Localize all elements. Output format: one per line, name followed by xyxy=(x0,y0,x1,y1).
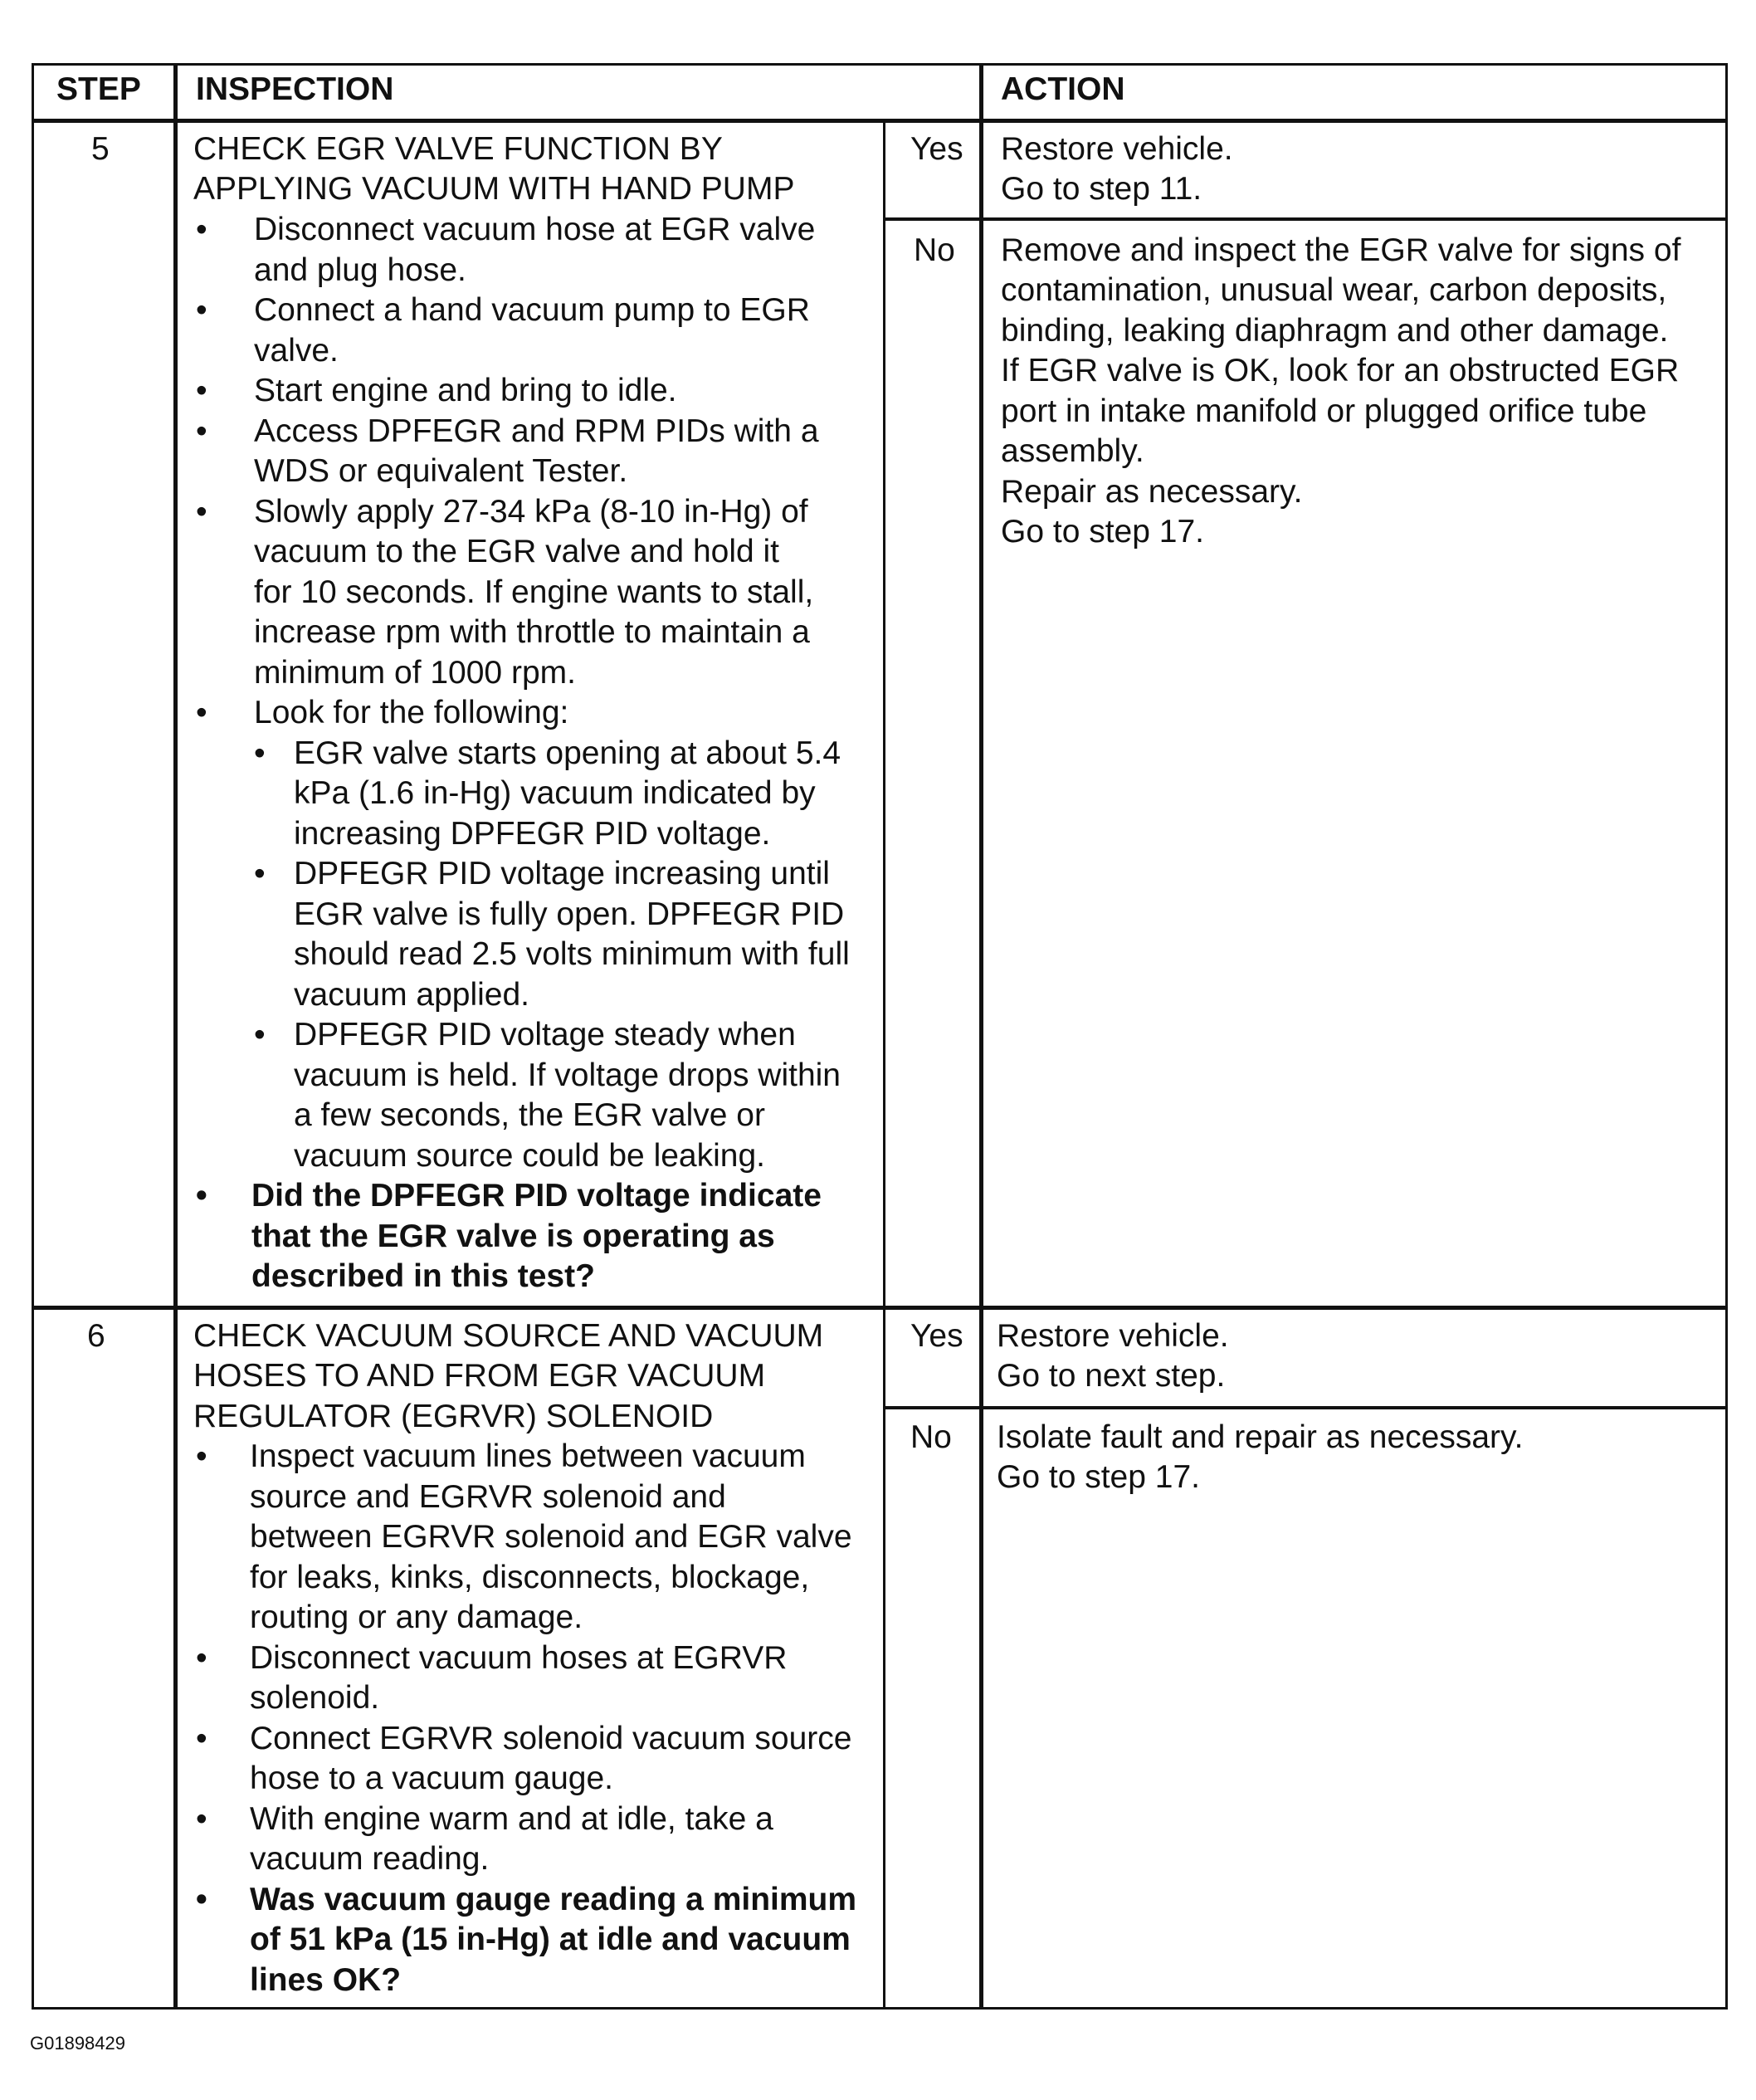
yes-action-line: Restore vehicle. xyxy=(997,1318,1229,1354)
header-divider xyxy=(32,119,1728,123)
bullet-line: routing or any damage. xyxy=(250,1599,583,1635)
bullet-line: Look for the following: xyxy=(254,695,569,730)
bullet-line: Connect a hand vacuum pump to EGR xyxy=(254,292,810,328)
yes-label-row6: Yes xyxy=(910,1318,963,1354)
inspection-title-line-2: HOSES TO AND FROM EGR VACUUM xyxy=(193,1358,766,1394)
bullet-dot: • xyxy=(196,1721,207,1756)
sub-bullet-line: vacuum is held. If voltage drops within xyxy=(294,1057,841,1093)
sub-bullet-line: DPFEGR PID voltage steady when xyxy=(294,1017,796,1052)
table-border-bottom xyxy=(32,2007,1728,2010)
no-action-line: Isolate fault and repair as necessary. xyxy=(997,1419,1524,1455)
bullet-dot: • xyxy=(196,1640,207,1676)
sub-bullet-line: kPa (1.6 in-Hg) vacuum indicated by xyxy=(294,775,816,811)
bullet-line: for leaks, kinks, disconnects, blockage, xyxy=(250,1560,810,1595)
no-action-line: assembly. xyxy=(1001,433,1144,469)
step-column-divider xyxy=(173,63,178,2010)
header-action: ACTION xyxy=(1001,71,1125,107)
sub-bullet-line: vacuum applied. xyxy=(294,977,530,1013)
header-step: STEP xyxy=(56,71,141,107)
yes-action-line: Go to step 11. xyxy=(1001,171,1202,207)
no-action-line: If EGR valve is OK, look for an obstructed EGR xyxy=(1001,353,1680,388)
question-line: Was vacuum gauge reading a minimum xyxy=(250,1882,857,1917)
bullet-line: vacuum reading. xyxy=(250,1841,490,1877)
bullet-line: Start engine and bring to idle. xyxy=(254,373,677,408)
bullet-line: Disconnect vacuum hoses at EGRVR xyxy=(250,1640,788,1676)
no-action-line: Repair as necessary. xyxy=(1001,474,1303,510)
no-action-line: Go to step 17. xyxy=(1001,514,1204,549)
bullet-dot: • xyxy=(196,292,207,328)
bullet-line: and plug hose. xyxy=(254,252,466,288)
sub-bullet-line: vacuum source could be leaking. xyxy=(294,1138,765,1174)
inspection-title-line-1: CHECK EGR VALVE FUNCTION BY xyxy=(193,131,723,167)
bullet-dot: • xyxy=(196,1882,207,1917)
bullet-line: valve. xyxy=(254,333,339,369)
yes-label-row5: Yes xyxy=(910,131,963,167)
bullet-dot: • xyxy=(196,1178,207,1214)
bullet-line: for 10 seconds. If engine wants to stall, xyxy=(254,574,814,610)
inspection-title-line-3: REGULATOR (EGRVR) SOLENOID xyxy=(193,1399,714,1434)
sub-bullet-line: EGR valve is fully open. DPFEGR PID xyxy=(294,896,845,932)
step-number-6: 6 xyxy=(87,1318,105,1354)
inspection-title-line-2: APPLYING VACUUM WITH HAND PUMP xyxy=(193,171,795,207)
bullet-line: solenoid. xyxy=(250,1680,380,1716)
bullet-dot: • xyxy=(196,212,207,247)
no-label-row6: No xyxy=(910,1419,952,1455)
yes-action-line: Go to next step. xyxy=(997,1358,1226,1394)
sub-bullet-line: increasing DPFEGR PID voltage. xyxy=(294,816,771,852)
question-line: that the EGR valve is operating as xyxy=(251,1218,775,1254)
table-border-top xyxy=(32,63,1728,66)
bullet-line: WDS or equivalent Tester. xyxy=(254,453,628,489)
bullet-dot: • xyxy=(196,373,207,408)
step-number-5: 5 xyxy=(91,131,110,167)
bullet-line: vacuum to the EGR valve and hold it xyxy=(254,534,780,569)
sub-bullet-dot: • xyxy=(254,1017,266,1052)
question-line: of 51 kPa (15 in-Hg) at idle and vacuum xyxy=(250,1922,851,1957)
yes-action-line: Restore vehicle. xyxy=(1001,131,1233,167)
bullet-line: Connect EGRVR solenoid vacuum source xyxy=(250,1721,852,1756)
table-border-left xyxy=(32,63,34,2010)
bullet-line: minimum of 1000 rpm. xyxy=(254,655,576,691)
no-label-row5: No xyxy=(914,232,955,268)
question-line: lines OK? xyxy=(250,1962,402,1998)
bullet-line: increase rpm with throttle to maintain a xyxy=(254,614,810,650)
bullet-dot: • xyxy=(196,695,207,730)
bullet-dot: • xyxy=(196,1801,207,1837)
bullet-line: Disconnect vacuum hose at EGR valve xyxy=(254,212,816,247)
sub-bullet-line: DPFEGR PID voltage increasing until xyxy=(294,856,830,891)
sub-bullet-line: EGR valve starts opening at about 5.4 xyxy=(294,735,841,771)
row-divider xyxy=(32,1306,1728,1310)
question-line: Did the DPFEGR PID voltage indicate xyxy=(251,1178,822,1214)
figure-id: G01898429 xyxy=(30,2033,125,2054)
sub-bullet-line: should read 2.5 volts minimum with full xyxy=(294,936,850,972)
sub-bullet-dot: • xyxy=(254,856,266,891)
yes-no-divider-row6 xyxy=(884,1406,1728,1409)
bullet-line: Slowly apply 27-34 kPa (8-10 in-Hg) of xyxy=(254,494,808,530)
bullet-line: Access DPFEGR and RPM PIDs with a xyxy=(254,413,819,449)
table-border-right xyxy=(1725,63,1728,2010)
bullet-line: With engine warm and at idle, take a xyxy=(250,1801,773,1837)
yesno-column-divider-row6 xyxy=(883,1308,885,2009)
no-action-line: binding, leaking diaphragm and other damage. xyxy=(1001,313,1669,349)
bullet-line: source and EGRVR solenoid and xyxy=(250,1479,726,1515)
yes-no-divider-row5 xyxy=(884,217,1728,221)
action-column-divider xyxy=(979,63,983,2010)
question-line: described in this test? xyxy=(251,1258,595,1294)
no-action-line: Go to step 17. xyxy=(997,1459,1200,1495)
sub-bullet-line: a few seconds, the EGR valve or xyxy=(294,1097,765,1133)
no-action-line: Remove and inspect the EGR valve for signs of xyxy=(1001,232,1681,268)
bullet-dot: • xyxy=(196,1438,207,1474)
sub-bullet-dot: • xyxy=(254,735,266,771)
yesno-column-divider-row5 xyxy=(883,121,885,1307)
no-action-line: port in intake manifold or plugged orifice tube xyxy=(1001,393,1647,429)
no-action-line: contamination, unusual wear, carbon deposits, xyxy=(1001,272,1667,308)
header-inspection: INSPECTION xyxy=(196,71,394,107)
bullet-line: hose to a vacuum gauge. xyxy=(250,1761,613,1796)
bullet-dot: • xyxy=(196,494,207,530)
bullet-line: Inspect vacuum lines between vacuum xyxy=(250,1438,806,1474)
inspection-title-line-1: CHECK VACUUM SOURCE AND VACUUM xyxy=(193,1318,824,1354)
bullet-line: between EGRVR solenoid and EGR valve xyxy=(250,1519,852,1555)
bullet-dot: • xyxy=(196,413,207,449)
